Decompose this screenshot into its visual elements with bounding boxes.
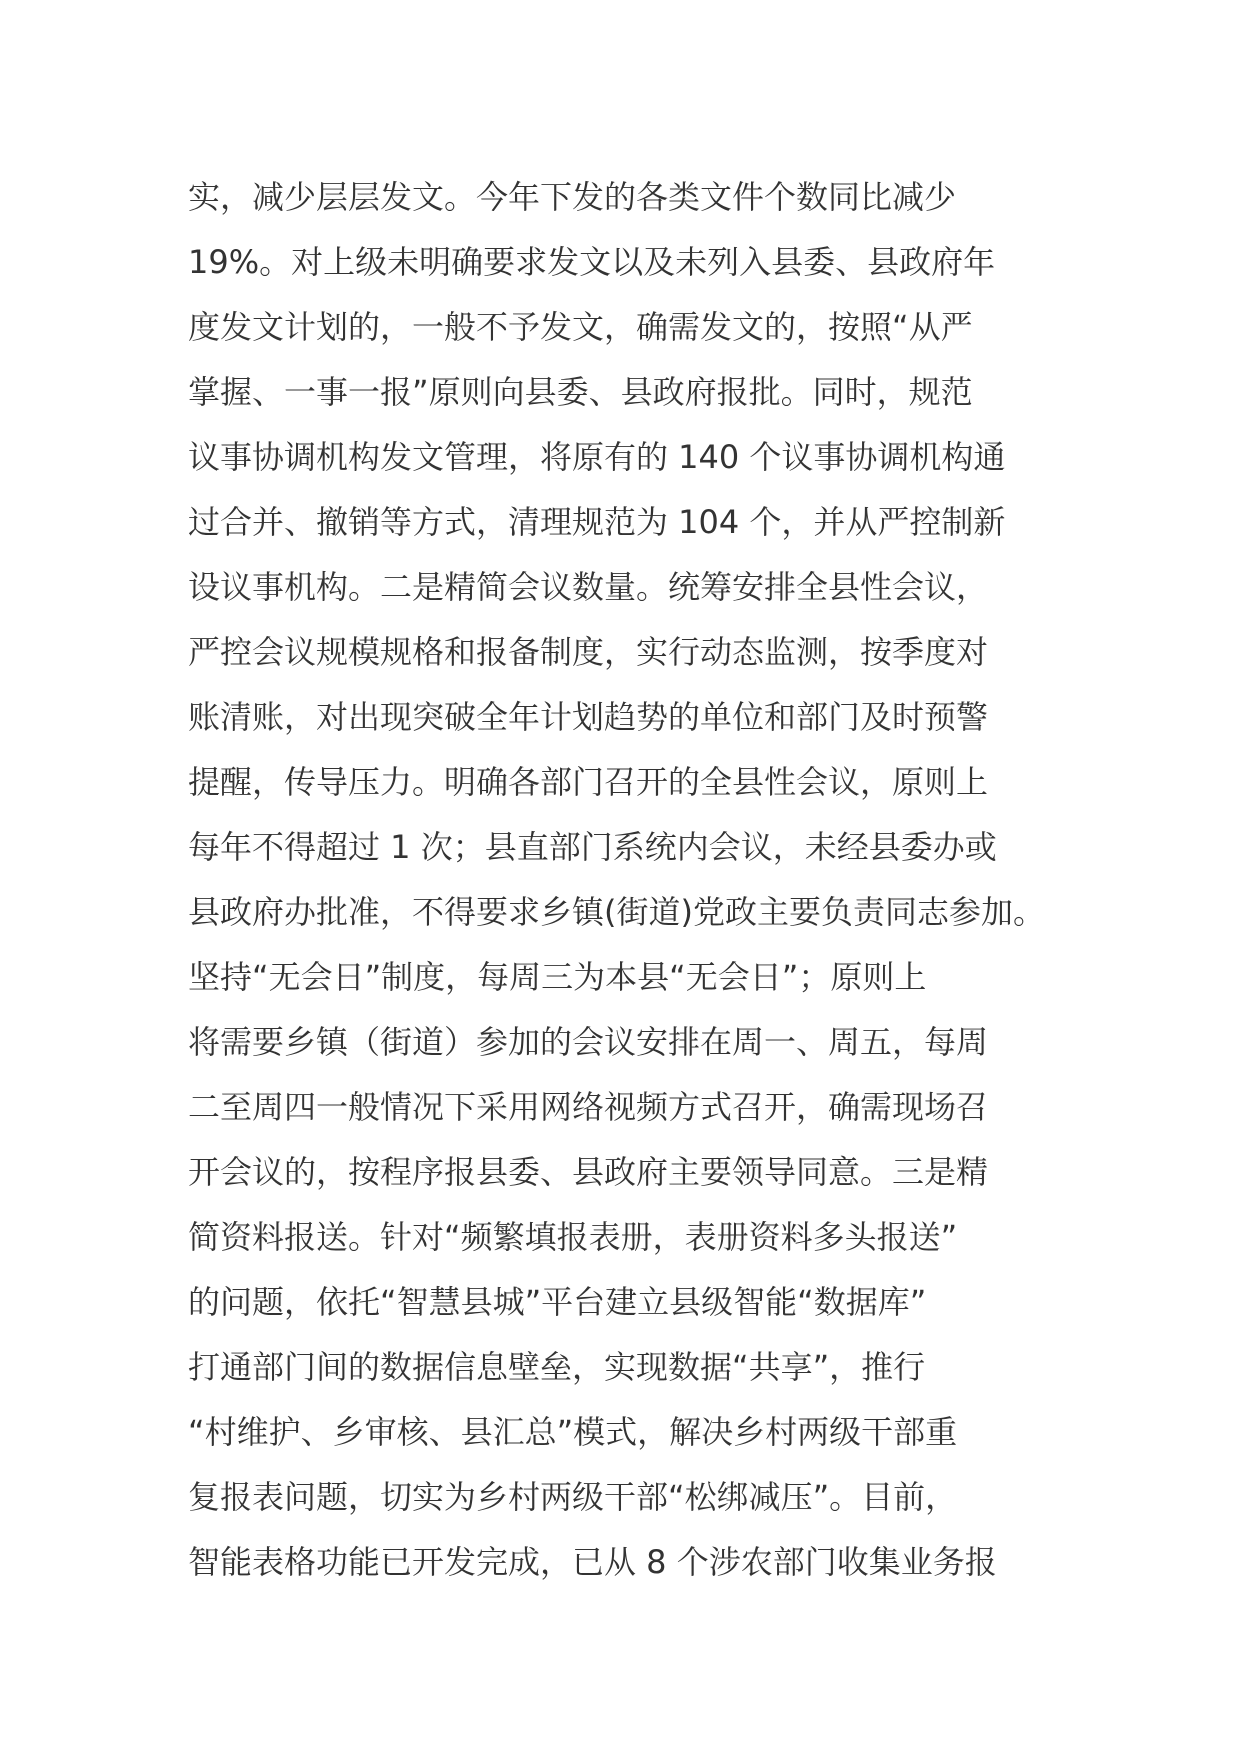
text-line: 度发文计划的，一般不予发文，确需发文的，按照“从严 xyxy=(188,308,973,346)
text-line: 二至周四一般情况下采用网络视频方式召开，确需现场召 xyxy=(188,1088,989,1126)
text-line: 的问题，依托“智慧县城”平台建立县级智能“数据库” xyxy=(188,1283,927,1321)
text-line: 严控会议规模规格和报备制度，实行动态监测，按季度对 xyxy=(188,633,989,671)
body-text xyxy=(188,165,1068,1595)
text-line: “村维护、乡审核、县汇总”模式，解决乡村两级干部重 xyxy=(188,1413,958,1451)
text-line: 坚持“无会日”制度，每周三为本县“无会日”；原则上 xyxy=(188,958,927,996)
text-line: 实，减少层层发文。今年下发的各类文件个数同比减少 xyxy=(188,178,957,216)
text-line: 过合并、撤销等方式，清理规范为 104 个，并从严控制新 xyxy=(188,503,1006,541)
text-line: 开会议的，按程序报县委、县政府主要领导同意。三是精 xyxy=(188,1153,989,1191)
text-line: 设议事机构。二是精简会议数量。统筹安排全县性会议， xyxy=(188,568,989,606)
text-line: 简资料报送。针对“频繁填报表册，表册资料多头报送” xyxy=(188,1218,958,1256)
text-line: 将需要乡镇（街道）参加的会议安排在周一、周五，每周 xyxy=(188,1023,989,1061)
text-line: 19%。对上级未明确要求发文以及未列入县委、县政府年 xyxy=(188,243,996,281)
text-line: 复报表问题，切实为乡村两级干部“松绑减压”。目前， xyxy=(188,1478,958,1516)
text-line: 账清账，对出现突破全年计划趋势的单位和部门及时预警 xyxy=(188,698,989,736)
text-line: 议事协调机构发文管理，将原有的 140 个议事协调机构通 xyxy=(188,438,1006,476)
text-line: 掌握、一事一报”原则向县委、县政府报批。同时，规范 xyxy=(188,373,973,411)
text-line: 提醒，传导压力。明确各部门召开的全县性会议，原则上 xyxy=(188,763,989,801)
text-line: 打通部门间的数据信息壁垒，实现数据“共享”，推行 xyxy=(188,1348,926,1386)
text-line: 县政府办批准，不得要求乡镇(街道)党政主要负责同志参加。 xyxy=(188,893,1045,931)
text-line: 智能表格功能已开发完成，已从 8 个涉农部门收集业务报 xyxy=(188,1543,997,1581)
text-line: 每年不得超过 1 次；县直部门系统内会议，未经县委办或 xyxy=(188,828,997,866)
